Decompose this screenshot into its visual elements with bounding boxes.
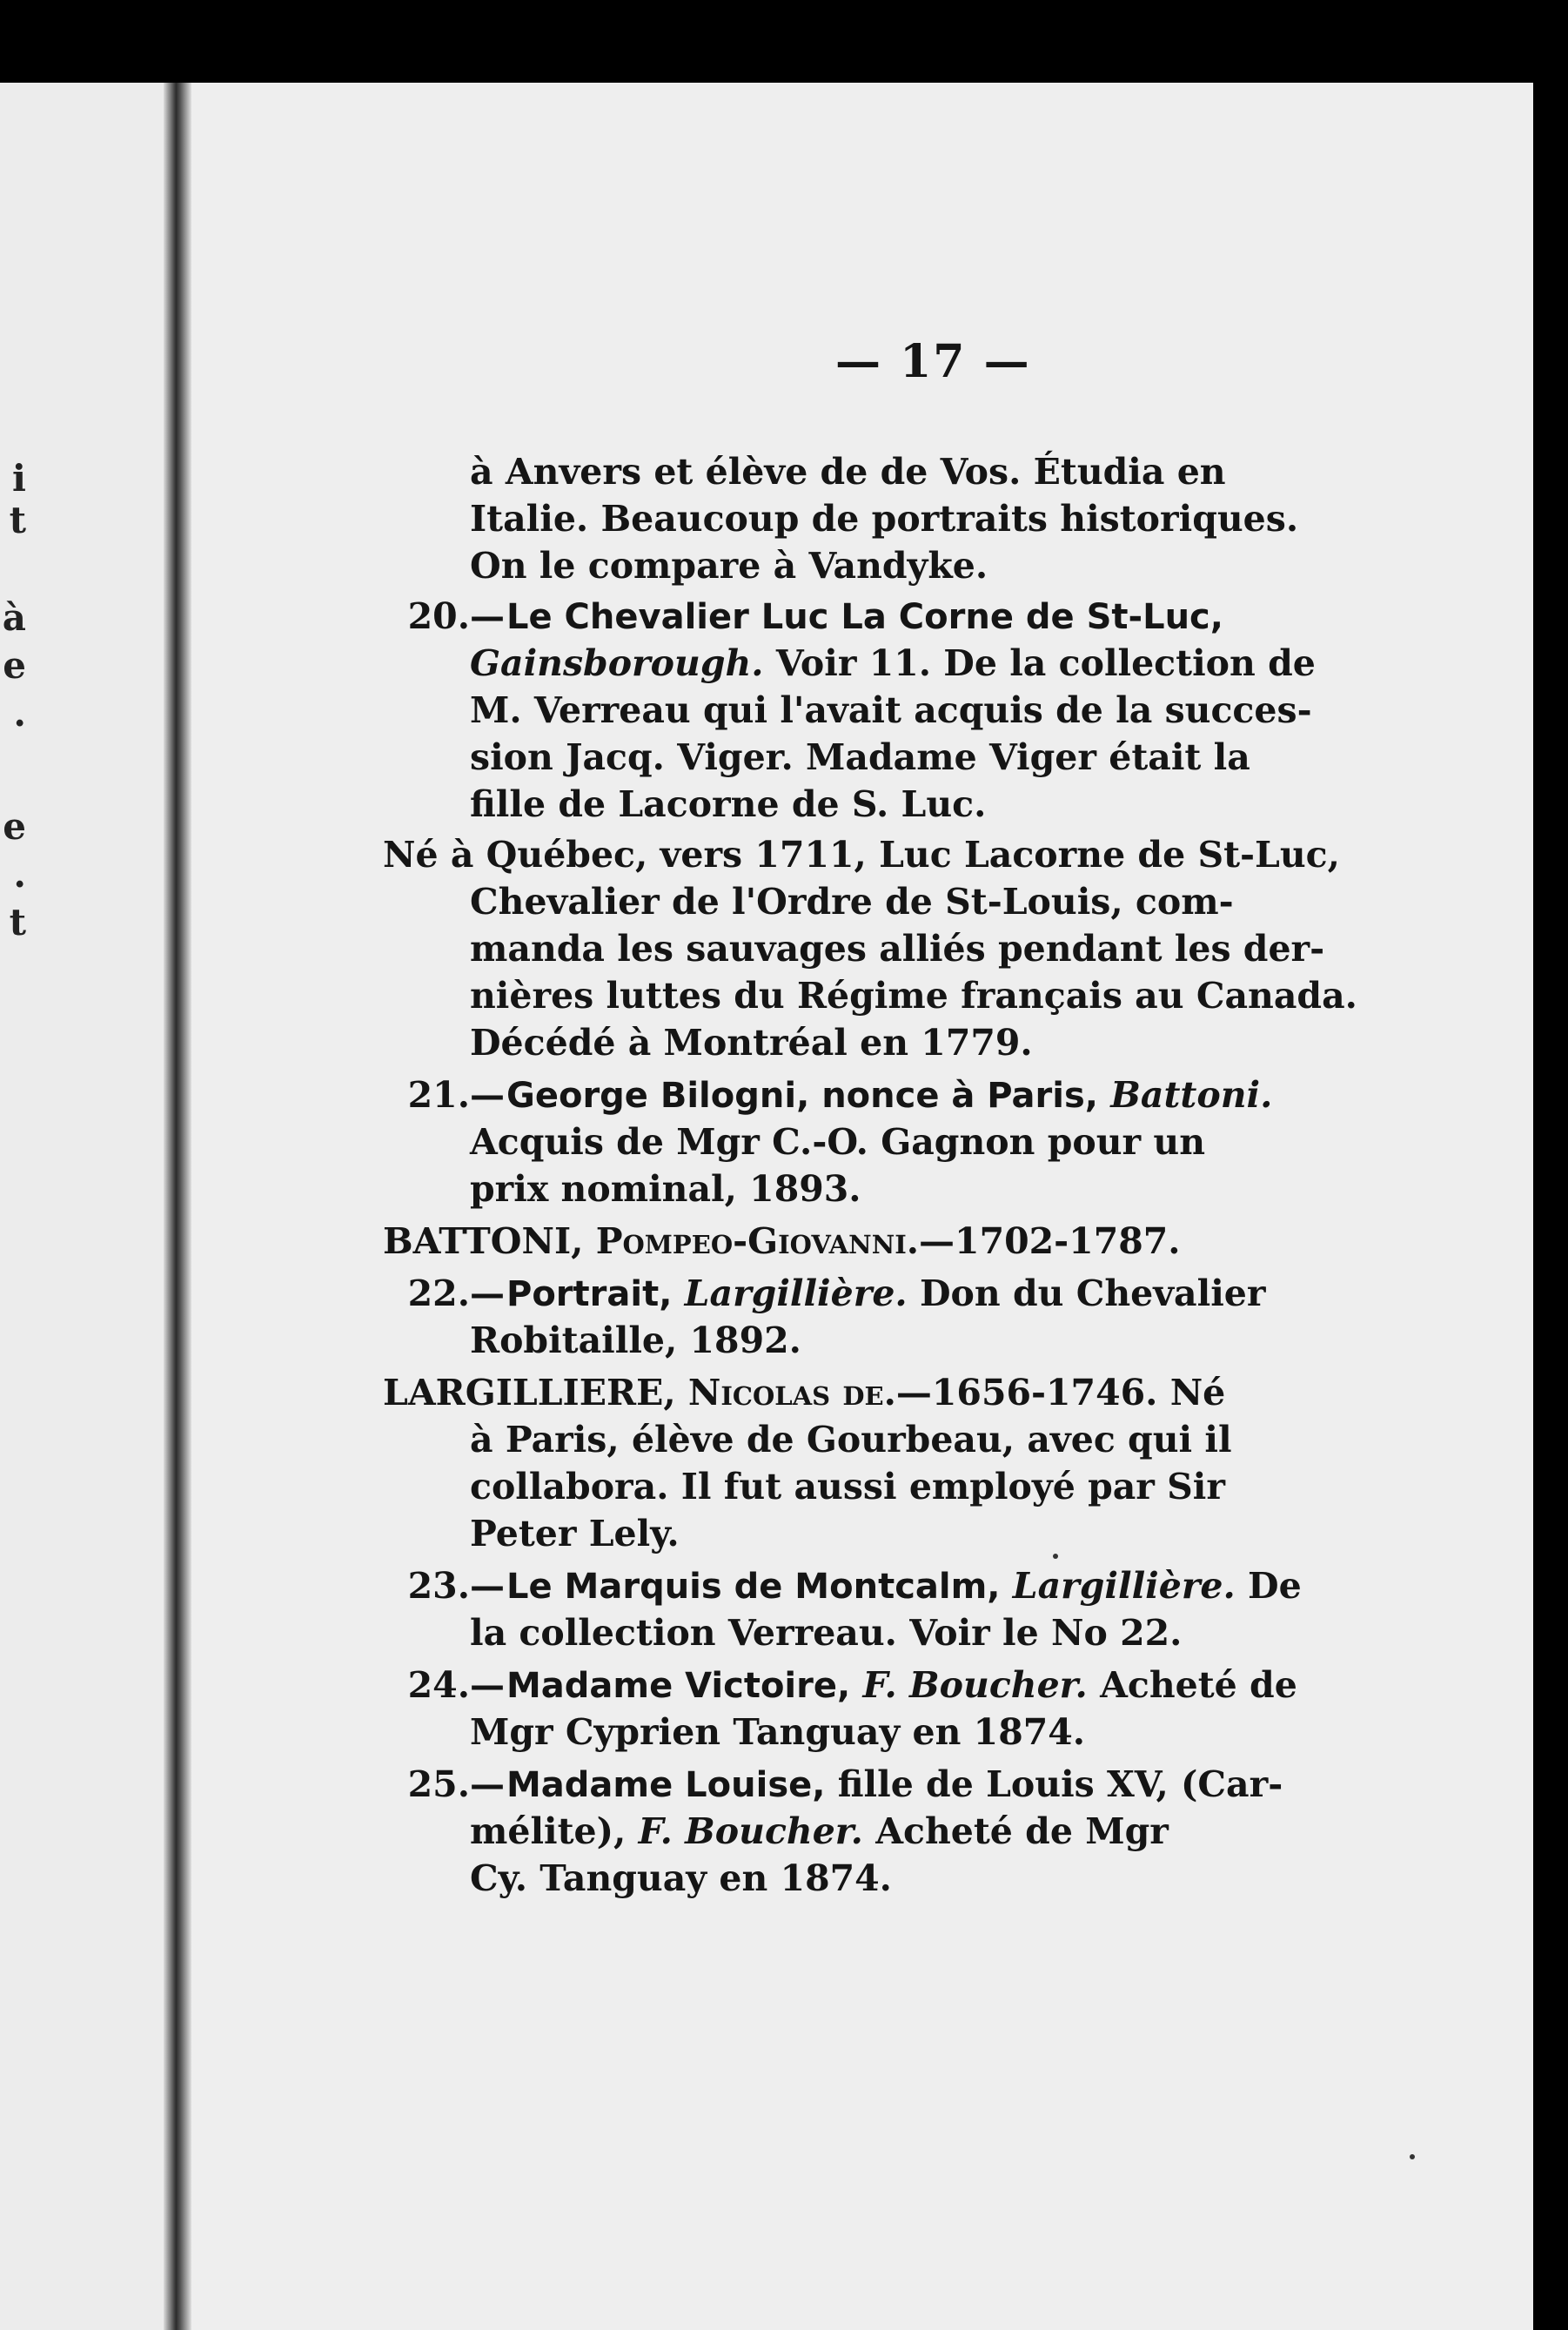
left-page-edge [0, 83, 174, 2330]
print-speck [1410, 2154, 1415, 2159]
left-fragment: i [12, 457, 26, 500]
left-fragment: . [13, 692, 26, 735]
text-line [191, 878, 1234, 925]
em-dash: — [470, 1274, 505, 1314]
entry-title: Madame Louise, [506, 1765, 826, 1805]
artist-name: Largillière. [684, 1272, 908, 1314]
text-line [191, 925, 1324, 972]
text-line [191, 781, 986, 828]
line-text: Italie. Beaucoup de portraits historiques. [470, 498, 1299, 540]
text-line [191, 1165, 861, 1212]
entry-title: Portrait, [506, 1274, 673, 1314]
artist-name: F. Boucher. [862, 1664, 1088, 1706]
artist-surname: LARGILLIERE, [383, 1372, 676, 1413]
line-text: la collection Verreau. Voir le No 22. [470, 1612, 1183, 1654]
entry-title: Le Marquis de Montcalm, [506, 1567, 1001, 1607]
page-number: — 17 — [835, 335, 1031, 388]
line-text: Né à Québec, vers 1711, Luc Lacorne de St-Luc, [383, 834, 1340, 876]
book-gutter [164, 83, 191, 2330]
artist-surname: BATTONI, [383, 1220, 584, 1262]
line-text: Acheté de [1087, 1664, 1297, 1706]
text-line [191, 831, 1340, 878]
left-fragment: à [2, 596, 26, 639]
line-text: Don du Chevalier [907, 1272, 1266, 1314]
entry-number: 21. [407, 1074, 470, 1116]
entry-title: Madame Victoire, [506, 1666, 851, 1706]
catalog-entry-heading [191, 1662, 1297, 1709]
artist-biography-line [191, 1369, 1225, 1416]
text-line [191, 687, 1312, 734]
text-line [191, 542, 988, 589]
line-text: manda les sauvages alliés pendant les der- [470, 928, 1325, 970]
line-text: Décédé à Montréal en 1779. [470, 1022, 1033, 1064]
catalog-entry-heading [191, 1761, 1283, 1809]
text-line [191, 1317, 801, 1364]
entry-number: 20. [407, 595, 470, 637]
line-text: Acquis de Mgr C.-O. Gagnon pour un [470, 1121, 1206, 1163]
print-speck [1053, 1554, 1058, 1559]
text-line [191, 1855, 892, 1902]
text-line [191, 734, 1250, 781]
line-text: collabora. Il fut aussi employé par Sir [470, 1466, 1225, 1507]
entry-number: 24. [407, 1664, 470, 1706]
left-fragment: t [9, 901, 26, 943]
em-dash: — [470, 1765, 505, 1805]
line-text: Voir 11. De la collection de [763, 642, 1316, 684]
catalog-entry-heading [191, 1071, 1272, 1119]
left-fragment: e [3, 644, 26, 687]
text-line [191, 1118, 1205, 1165]
entry-number: 23. [407, 1565, 470, 1607]
artist-given-names: Pompeo-Giovanni. [595, 1220, 920, 1262]
artist-dates: —1702-1787. [919, 1220, 1181, 1262]
line-text: nières luttes du Régime français au Canada. [470, 975, 1357, 1017]
line-text: M. Verreau qui l'avait acquis de la succes- [470, 689, 1312, 731]
line-text: à Paris, élève de Gourbeau, avec qui il [470, 1419, 1232, 1460]
em-dash: — [470, 1666, 505, 1706]
line-text: mélite), [470, 1810, 627, 1852]
line-text: Cy. Tanguay en 1874. [470, 1857, 892, 1899]
text-line [191, 1609, 1182, 1656]
left-fragment: e [3, 805, 26, 848]
artist-heading [383, 1218, 1181, 1265]
line-text: prix nominal, 1893. [470, 1168, 861, 1210]
line-text: Acheté de Mgr [862, 1810, 1169, 1852]
text-line [191, 640, 1316, 687]
text-line [191, 1416, 1232, 1463]
line-text: Robitaille, 1892. [470, 1319, 801, 1361]
text-line [191, 1709, 1085, 1756]
artist-name: Battoni. [1110, 1074, 1273, 1116]
line-text: à Anvers et élève de de Vos. Étudia en [470, 451, 1226, 493]
line-text: On le compare à Vandyke. [470, 545, 988, 587]
text-line [191, 1510, 680, 1557]
artist-name: F. Boucher. [638, 1810, 863, 1852]
line-text: fille de Lacorne de S. Luc. [470, 783, 987, 825]
entry-title: George Bilogni, nonce à Paris, [506, 1076, 1098, 1116]
line-text: Chevalier de l'Ordre de St-Louis, com- [470, 881, 1234, 923]
artist-biography-line [191, 1218, 1181, 1265]
text-line [191, 1019, 1033, 1066]
entry-title: Le Chevalier Luc La Corne de St-Luc, [506, 597, 1223, 637]
right-page [191, 83, 1533, 2330]
text-line [191, 1808, 1169, 1855]
line-text: Peter Lely. [470, 1513, 680, 1554]
artist-given-names: Nicolas de. [687, 1372, 896, 1413]
text-line [191, 495, 1298, 542]
em-dash: — [470, 1076, 505, 1116]
artist-heading [383, 1369, 1225, 1416]
artist-name: Largillière. [1012, 1565, 1236, 1607]
text-line [191, 1463, 1225, 1510]
line-text: fille de Louis XV, (Car- [837, 1763, 1283, 1805]
entry-number: 25. [407, 1763, 470, 1805]
line-text: De [1235, 1565, 1302, 1607]
left-fragment: t [9, 499, 26, 541]
artist-dates: —1656-1746. Né [895, 1372, 1226, 1413]
entry-number: 22. [407, 1272, 470, 1314]
artist-name: Gainsborough. [470, 642, 764, 684]
left-fragment: . [13, 853, 26, 896]
catalog-entry-heading [191, 593, 1223, 641]
line-text: Mgr Cyprien Tanguay en 1874. [470, 1711, 1086, 1753]
text-line [191, 972, 1357, 1019]
em-dash: — [470, 597, 505, 637]
em-dash: — [470, 1567, 505, 1607]
catalog-entry-heading [191, 1270, 1265, 1318]
catalog-entry-heading [191, 1562, 1302, 1610]
text-line [191, 448, 1226, 495]
line-text: sion Jacq. Viger. Madame Viger était la [470, 736, 1250, 778]
